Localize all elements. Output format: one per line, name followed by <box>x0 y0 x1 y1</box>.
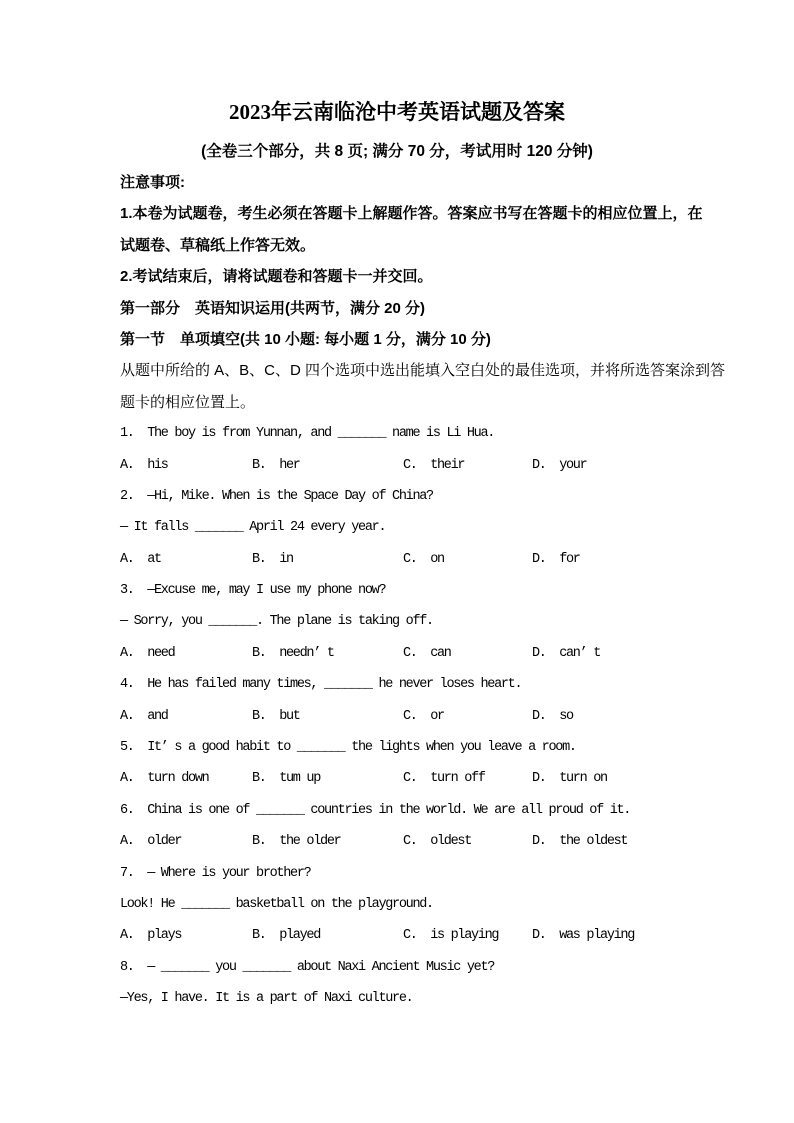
option-7c: C. is playing <box>403 928 499 944</box>
options-row-5 <box>120 763 694 794</box>
question-line-5: 5. It’ s a good habit to _______ the lights when you leave a room. <box>120 740 576 756</box>
question-line-7: 7. — Where is your brother? <box>120 865 311 881</box>
option-4a: A. and <box>120 708 168 724</box>
option-6d: D. the oldest <box>532 834 628 850</box>
option-3c: C. can <box>403 645 451 661</box>
question-line-2: 2. —Hi, Mike. When is the Space Day of China? <box>120 488 433 504</box>
option-2c: C. on <box>403 551 444 567</box>
question-line-6: 6. China is one of _______ countries in the world. We are all proud of it. <box>120 802 631 818</box>
question-line-3b: — Sorry, you _______. The plane is taking off. <box>120 614 433 630</box>
option-3a: A. need <box>120 645 175 661</box>
option-4d: D. so <box>532 708 573 724</box>
option-7d: D. was playing <box>532 928 635 944</box>
option-3d: D. can’ t <box>532 645 601 661</box>
notice-line: 2.考试结束后，请将试题卷和答题卡一并交回。 <box>120 268 433 286</box>
question-line-8b: —Yes, I have. It is a part of Naxi culture. <box>120 991 413 1007</box>
question-line-4: 4. He has failed many times, _______ he never loses heart. <box>120 677 522 693</box>
question-line-3: 3. —Excuse me, may I use my phone now? <box>120 583 386 599</box>
document-body <box>120 167 726 1015</box>
options-row-4 <box>120 701 694 732</box>
option-2b: B. in <box>252 551 293 567</box>
option-4b: B. but <box>252 708 300 724</box>
notice-line: 1.本卷为试题卷，考生必须在答题卡上解题作答。答案应书写在答题卡的相应位置上，在 <box>120 205 703 223</box>
option-1d: D. your <box>532 457 587 473</box>
option-1b: B. her <box>252 457 300 473</box>
option-1c: C. their <box>403 457 465 473</box>
options-row-7 <box>120 920 694 951</box>
notice-heading: 注意事项: <box>120 174 185 191</box>
question-line-2b: — It falls _______ April 24 every year. <box>120 520 386 536</box>
document-subtitle: (全卷三个部分，共 8 页; 满分 70 分，考试用时 120 分钟) <box>201 143 593 160</box>
question-line-7b: Look! He _______ basketball on the playground. <box>120 896 433 912</box>
question-line-1: 1. The boy is from Yunnan, and _______ name is Li Hua. <box>120 426 495 442</box>
option-5a: A. turn down <box>120 771 209 787</box>
options-row-3 <box>120 638 694 669</box>
option-5d: D. turn on <box>532 771 607 787</box>
options-row-2 <box>120 544 694 575</box>
option-7a: A. plays <box>120 928 182 944</box>
document-title: 2023年云南临沧中考英语试题及答案 <box>229 100 565 124</box>
section-heading: 第一节 单项填空(共 10 小题: 每小题 1 分，满分 10 分) <box>120 330 491 348</box>
options-row-1 <box>120 450 694 481</box>
notice-line: 试题卷、草稿纸上作答无效。 <box>120 236 316 254</box>
option-6c: C. oldest <box>403 834 472 850</box>
option-2d: D. for <box>532 551 580 567</box>
question-line-8: 8. — _______ you _______ about Naxi Ancient Music yet? <box>120 959 495 975</box>
options-row-6 <box>120 826 694 857</box>
instruction-line: 题卡的相应位置上。 <box>120 393 256 411</box>
instruction-line: 从题中所给的 A、B、C、D 四个选项中选出能填入空白处的最佳选项，并将所选答案涂到答 <box>120 362 726 380</box>
option-4c: C. or <box>403 708 444 724</box>
option-2a: A. at <box>120 551 161 567</box>
option-1a: A. his <box>120 457 168 473</box>
option-6a: A. older <box>120 834 182 850</box>
option-5c: C. turn off <box>403 771 485 787</box>
option-7b: B. played <box>252 928 321 944</box>
option-6b: B. the older <box>252 834 341 850</box>
option-3b: B. needn’ t <box>252 645 334 661</box>
option-5b: B. tum up <box>252 771 321 787</box>
part-heading: 第一部分 英语知识运用(共两节，满分 20 分) <box>120 299 426 317</box>
